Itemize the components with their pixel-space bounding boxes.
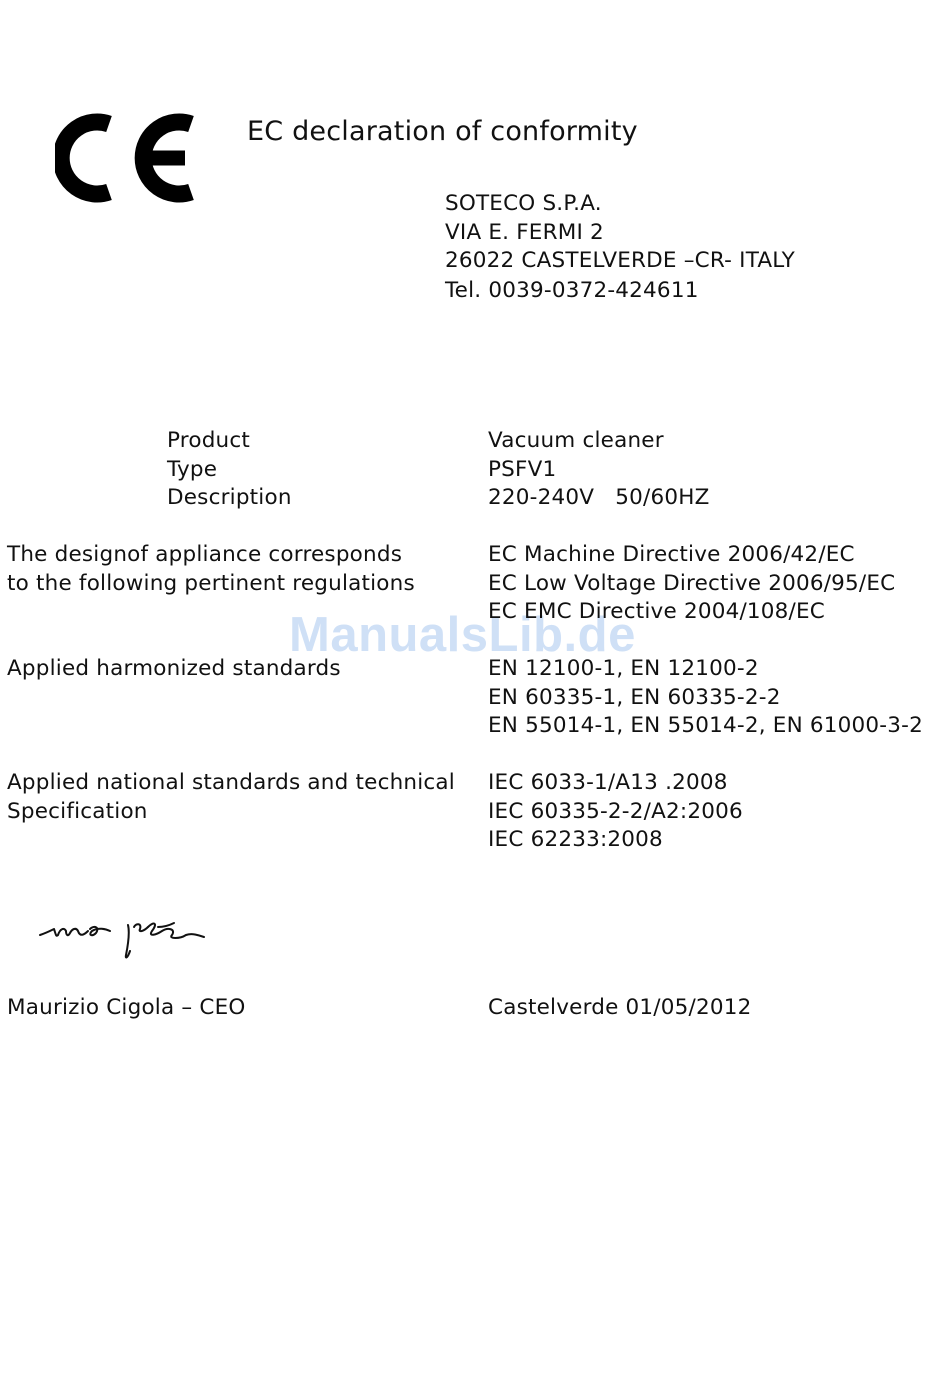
standard-item: EN 12100-1, EN 12100-2 xyxy=(488,656,759,681)
type-value: PSFV1 xyxy=(488,456,557,482)
national-standards-list xyxy=(488,769,743,855)
national-standards-label xyxy=(7,769,455,826)
description-label: Description xyxy=(167,485,292,511)
manufacturer-address xyxy=(445,190,795,305)
harmonized-standards-list xyxy=(488,655,923,741)
manufacturer-name: SOTECO S.P.A. xyxy=(445,191,602,216)
type-label: Type xyxy=(167,456,218,482)
directive-item: EC Machine Directive 2006/42/EC xyxy=(488,542,855,567)
description-value: 220-240V 50/60HZ xyxy=(488,485,710,511)
manufacturer-street: VIA E. FERMI 2 xyxy=(445,219,604,245)
standard-item: IEC 60335-2-2/A2:2006 xyxy=(488,798,743,824)
product-info-labels xyxy=(167,427,292,513)
product-info-values xyxy=(488,427,710,513)
national-standards-label-line: Specification xyxy=(7,798,148,824)
regulations-label xyxy=(7,541,415,598)
regulations-list xyxy=(488,541,895,627)
standard-item: EN 60335-1, EN 60335-2-2 xyxy=(488,684,781,710)
regulations-label-line: to the following pertinent regulations xyxy=(7,570,415,596)
regulations-label-line: The designof appliance corresponds xyxy=(7,542,403,567)
handwritten-signature xyxy=(36,905,208,967)
manualslib-watermark: ManualsLib.de xyxy=(289,608,636,662)
harmonized-standards-label xyxy=(7,655,341,684)
directive-item: EC EMC Directive 2004/108/EC xyxy=(488,599,825,625)
manufacturer-city: 26022 CASTELVERDE –CR- ITALY xyxy=(445,248,795,274)
product-label: Product xyxy=(167,428,251,453)
ce-mark-logo xyxy=(55,106,195,210)
directive-item: EC Low Voltage Directive 2006/95/EC xyxy=(488,570,896,596)
standard-item: IEC 62233:2008 xyxy=(488,827,663,853)
document-title: EC declaration of conformity xyxy=(247,116,638,147)
standard-item: IEC 6033-1/A13 .2008 xyxy=(488,770,728,795)
signatory-name: Maurizio Cigola – CEO xyxy=(7,995,246,1020)
product-value: Vacuum cleaner xyxy=(488,428,664,453)
manufacturer-phone: Tel. 0039-0372-424611 xyxy=(445,277,699,303)
place-date: Castelverde 01/05/2012 xyxy=(488,995,752,1020)
harmonized-standards-label-line: Applied harmonized standards xyxy=(7,656,341,681)
national-standards-label-line: Applied national standards and technical xyxy=(7,770,455,795)
standard-item: EN 55014-1, EN 55014-2, EN 61000-3-2 xyxy=(488,713,923,739)
